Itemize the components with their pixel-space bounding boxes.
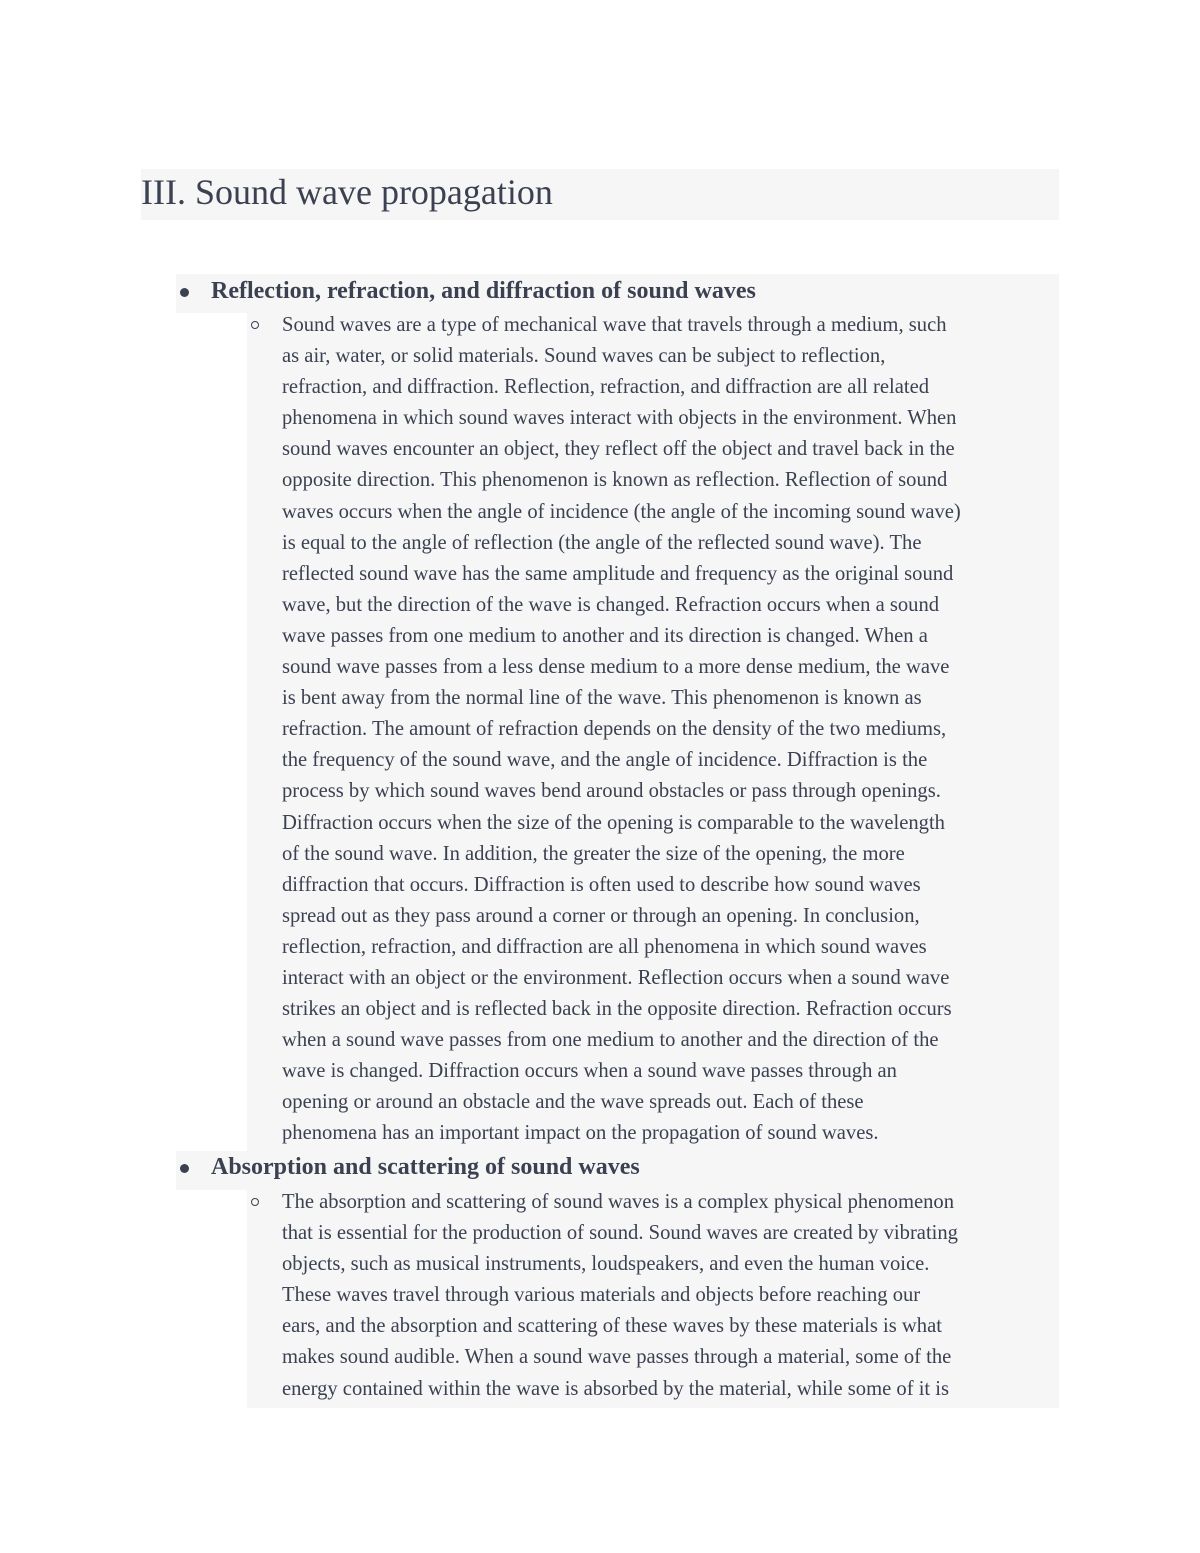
paragraph-line: of the sound wave. In addition, the greater the size of the opening, the more xyxy=(282,842,905,865)
paragraph-line: objects, such as musical instruments, loudspeakers, and even the human voice. xyxy=(282,1253,930,1276)
paragraph-line: process by which sound waves bend around obstacles or pass through openings. xyxy=(282,780,941,803)
paragraph-line: strikes an object and is reflected back in the opposite direction. Refraction occurs xyxy=(282,998,952,1021)
paragraph-line: wave passes from one medium to another and its direction is changed. When a xyxy=(282,624,928,647)
bullet-icon xyxy=(180,1164,189,1173)
paragraph-line: refraction. The amount of refraction depends on the density of the two mediums, xyxy=(282,718,947,741)
paragraph-line: ears, and the absorption and scattering of these waves by these materials is what xyxy=(282,1315,942,1338)
paragraph-line: spread out as they pass around a corner or through an opening. In conclusion, xyxy=(282,904,920,927)
paragraph-line: the frequency of the sound wave, and the angle of incidence. Diffraction is the xyxy=(282,749,928,772)
paragraph-line: waves occurs when the angle of incidence (the angle of the incoming sound wave) xyxy=(282,500,961,523)
paragraph-line: opposite direction. This phenomenon is known as reflection. Reflection of sound xyxy=(282,469,948,492)
paragraph-line: sound waves encounter an object, they reflect off the object and travel back in the xyxy=(282,438,955,461)
paragraph-line: opening or around an obstacle and the wave spreads out. Each of these xyxy=(282,1091,864,1114)
sub-bullet-icon xyxy=(251,321,259,329)
section-2-title: Absorption and scattering of sound waves xyxy=(211,1154,640,1180)
paragraph-line: diffraction that occurs. Diffraction is often used to describe how sound waves xyxy=(282,873,921,896)
paragraph-line: is bent away from the normal line of the wave. This phenomenon is known as xyxy=(282,687,922,710)
paragraph-line: interact with an object or the environment. Reflection occurs when a sound wave xyxy=(282,966,950,989)
paragraph-line: wave is changed. Diffraction occurs when a sound wave passes through an xyxy=(282,1060,897,1083)
paragraph-line: Diffraction occurs when the size of the opening is comparable to the wavelength xyxy=(282,811,945,834)
paragraph-line: makes sound audible. When a sound wave passes through a material, some of the xyxy=(282,1346,952,1369)
paragraph-line: energy contained within the wave is absorbed by the material, while some of it is xyxy=(282,1377,950,1400)
paragraph-line: These waves travel through various materials and objects before reaching our xyxy=(282,1284,921,1307)
paragraph-line: phenomena has an important impact on the propagation of sound waves. xyxy=(282,1122,879,1145)
bullet-icon xyxy=(180,288,189,297)
section-2-paragraph xyxy=(282,1187,1062,1405)
paragraph-line: wave, but the direction of the wave is changed. Refraction occurs when a sound xyxy=(282,593,940,616)
section-1-paragraph xyxy=(282,310,1062,1150)
paragraph-line: The absorption and scattering of sound waves is a complex physical phenomenon xyxy=(282,1191,954,1213)
page-heading: III. Sound wave propagation xyxy=(141,172,553,212)
paragraph-line: sound wave passes from a less dense medium to a more dense medium, the wave xyxy=(282,656,950,679)
paragraph-line: phenomena in which sound waves interact with objects in the environment. When xyxy=(282,407,957,430)
paragraph-line: reflected sound wave has the same amplitude and frequency as the original sound xyxy=(282,562,954,585)
paragraph-line: Sound waves are a type of mechanical wave that travels through a medium, such xyxy=(282,314,947,336)
section-1-title: Reflection, refraction, and diffraction of sound waves xyxy=(211,278,756,304)
paragraph-line: when a sound wave passes from one medium to another and the direction of the xyxy=(282,1029,939,1052)
paragraph-line: refraction, and diffraction. Reflection, refraction, and diffraction are all related xyxy=(282,376,930,399)
paragraph-line: that is essential for the production of sound. Sound waves are created by vibrating xyxy=(282,1222,958,1245)
paragraph-line: as air, water, or solid materials. Sound waves can be subject to reflection, xyxy=(282,345,886,368)
paragraph-line: is equal to the angle of reflection (the angle of the reflected sound wave). The xyxy=(282,531,922,554)
paragraph-line: reflection, refraction, and diffraction are all phenomena in which sound waves xyxy=(282,935,927,958)
sub-bullet-icon xyxy=(251,1198,259,1206)
